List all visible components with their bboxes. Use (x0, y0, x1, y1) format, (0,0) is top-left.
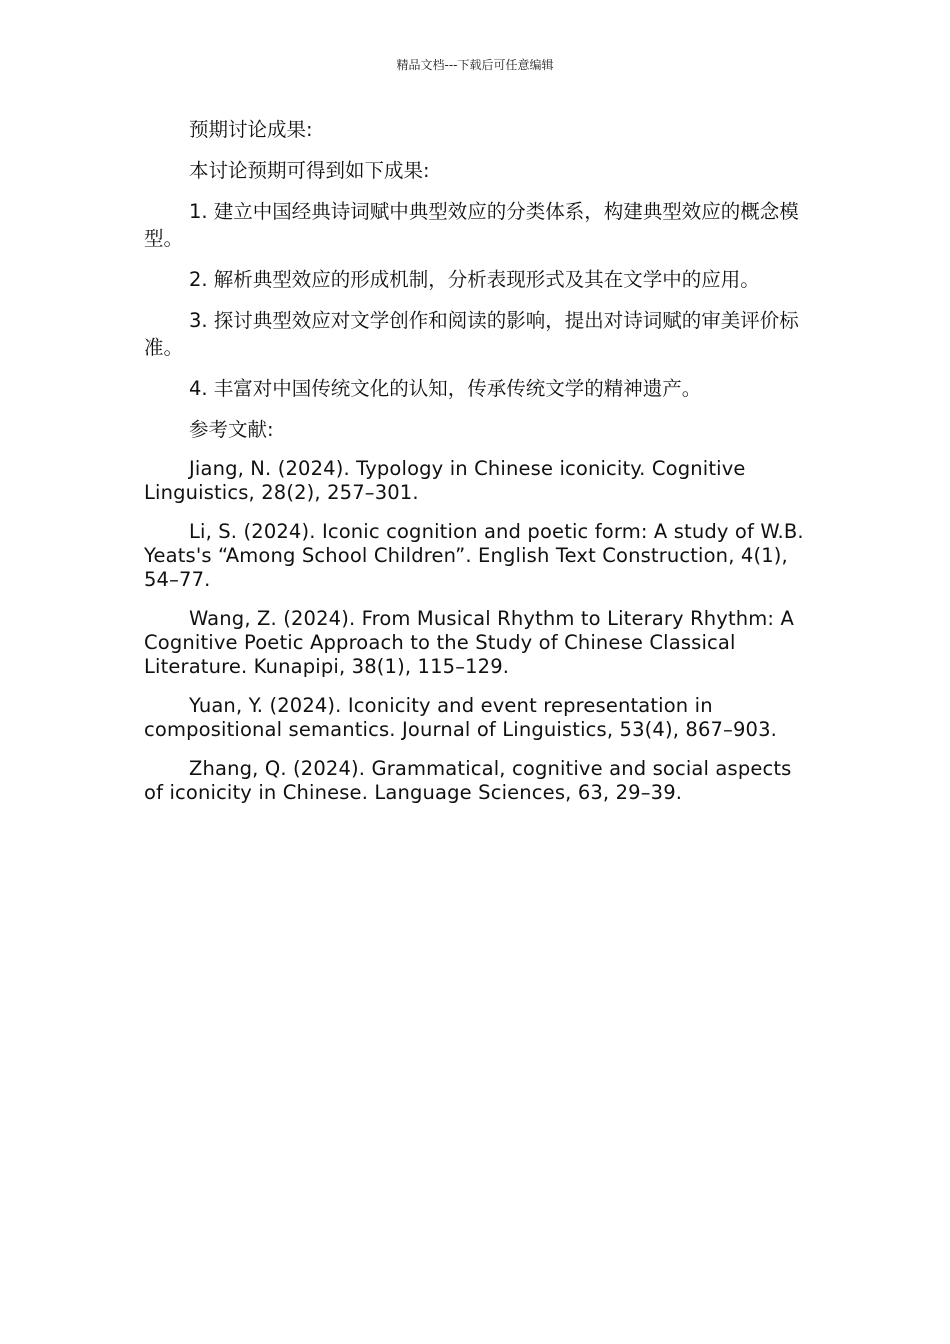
outcome-item: 1. 建立中国经典诗词赋中典型效应的分类体系，构建典型效应的概念模型。 (144, 200, 799, 250)
page-header: 精品文档---下载后可任意编辑 (396, 58, 554, 72)
reference-item: Jiang, N. (2024). Typology in Chinese iconicity. Cognitive Linguistics, 28(2), 257–301. (144, 457, 746, 504)
outcomes-intro: 本讨论预期可得到如下成果: (189, 159, 430, 182)
outcome-item: 2. 解析典型效应的形成机制，分析表现形式及其在文学中的应用。 (189, 268, 760, 291)
outcome-item: 4. 丰富对中国传统文化的认知，传承传统文学的精神遗产。 (189, 377, 702, 400)
reference-item: Wang, Z. (2024). From Musical Rhythm to Literary Rhythm: A Cognitive Poetic Approach to the Study of Chinese Classical Literature. Kunapipi, 38(1), 115–129. (144, 607, 794, 678)
references-heading: 参考文献: (189, 418, 274, 441)
document-body (144, 116, 808, 820)
reference-item: Li, S. (2024). Iconic cognition and poetic form: A study of W.B. Yeats's “Among School Children”. English Text Construction, 4(1), 54–77. (144, 520, 804, 591)
reference-item: Yuan, Y. (2024). Iconicity and event representation in compositional semantics. Journal of Linguistics, 53(4), 867–903. (144, 694, 777, 741)
reference-item: Zhang, Q. (2024). Grammatical, cognitive and social aspects of iconicity in Chinese. Language Sciences, 63, 29–39. (144, 757, 792, 804)
outcomes-heading: 预期讨论成果: (189, 118, 313, 141)
outcome-item: 3. 探讨典型效应对文学创作和阅读的影响，提出对诗词赋的审美评价标准。 (144, 309, 799, 359)
